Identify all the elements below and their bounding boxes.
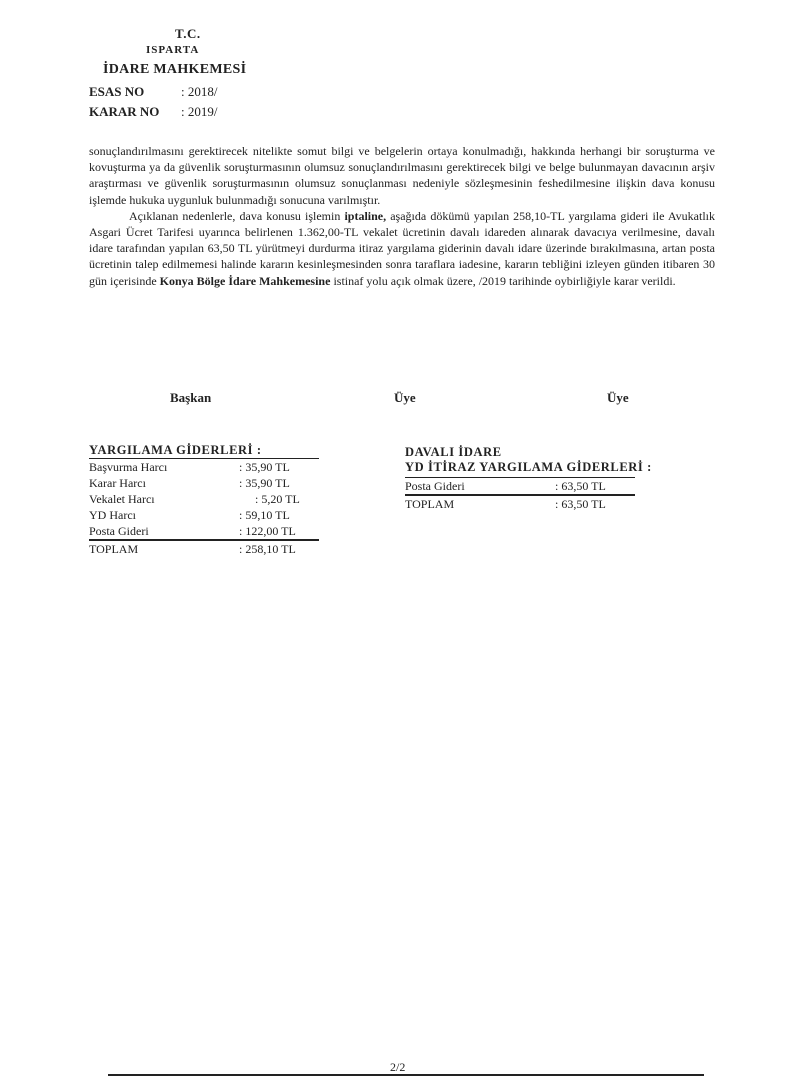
total-value: : 258,10 TL [239,542,296,556]
total-row [89,540,319,557]
ruling-text-a: Açıklanan nedenlerle, dava konusu işlemin [129,208,345,223]
esas-no-value: : 2018/ [181,84,218,99]
total-label: TOPLAM [405,497,455,511]
ruling-paragraph [89,208,715,289]
esas-no-label: ESAS NO [89,84,145,99]
trial-costs-table [89,458,319,557]
cost-label: Vekalet Harcı [89,492,155,506]
decision-text [89,143,715,289]
cost-label: Posta Gideri [405,479,465,493]
cost-value: : 35,90 TL [239,476,290,490]
trial-costs-title: YARGILAMA GİDERLERİ : [89,443,262,457]
esas-no-row [89,84,217,100]
total-label: TOPLAM [89,542,139,556]
footer-divider [108,1074,704,1076]
karar-no-row [89,104,217,120]
table-row [89,459,319,476]
ruling-appeal-court: Konya Bölge İdare Mahkemesine [159,273,331,288]
trial-costs-section [89,443,319,557]
cost-label: Başvurma Harcı [89,460,168,474]
total-row [405,495,635,512]
ruling-annulment: iptaline, [344,208,387,223]
cost-value: : 59,10 TL [239,508,290,522]
table-row [89,491,319,507]
ruling-text-e: istinaf yolu açık olmak üzere, /2019 tarihinde oybirliğiyle karar verildi. [330,273,676,288]
signature-member-1: Üye [394,390,416,405]
signature-member-2: Üye [607,390,629,405]
cost-value: : 122,00 TL [239,524,296,538]
objection-costs-table [405,477,635,512]
table-row [89,475,319,491]
karar-no-value: : 2019/ [181,104,218,119]
objection-costs-title: YD İTİRAZ YARGILAMA GİDERLERİ : [405,460,652,474]
header-court-name: İDARE MAHKEMESİ [103,62,247,77]
table-row [405,478,635,496]
cost-value: : 35,90 TL [239,460,290,474]
ruling-text-c: aşağıda dökümü yapılan 258,10-TL yargılama gideri ile Avukatlık Asgari Ücret Tarifesi uyarınca belirlenen 1.362,00-TL vekalet ücretinin davalı idareden alınarak davacıya verilmesine, davalı idare tarafından yapılan 63,50 TL yürütmeyi durdurma itiraz yargılama giderinin davalı idare üzerinde bırakılmasına, artan posta ücretinin talep edilmemesi halinde kararın kesinleşmesinden sonra taraflara iadesine, kararın tebliğini izleyen günden itibaren 30 gün içerisinde [89,208,715,288]
table-row [89,523,319,540]
cost-label: Posta Gideri [89,524,149,538]
header-tc: T.C. [175,26,201,41]
page-number: 2/2 [390,1060,406,1074]
cost-value: : 5,20 TL [255,492,300,506]
cost-label: YD Harcı [89,508,136,522]
cost-label: Karar Harcı [89,476,146,490]
defendant-costs-section [405,445,652,512]
table-row [89,507,319,523]
karar-no-label: KARAR NO [89,104,160,119]
defendant-costs-title: DAVALI İDARE [405,445,502,459]
signature-chair: Başkan [170,390,212,405]
reasoning-paragraph: sonuçlandırılmasını gerektirecek nitelikte somut bilgi ve belgelerin ortaya konulmadığı, hakkında herhangi bir soruşturma ve kovuşturma ya da güvenlik soruşturmasının olumsuz sonuçlandırılmasını gerektirecek bilgi ve belge bulunmayan davacının arşiv araştırması ve güvenlik soruşturmasının olumsuz sonuçlanması nedeniyle sözleşmesinin feshedilmesine ilişkin dava konusu işlemde hukuka uygunluk bulunmadığı sonucuna varılmıştır. [89,144,715,207]
header-city: ISPARTA [146,44,200,56]
cost-value: : 63,50 TL [555,479,606,493]
total-value: : 63,50 TL [555,497,606,511]
